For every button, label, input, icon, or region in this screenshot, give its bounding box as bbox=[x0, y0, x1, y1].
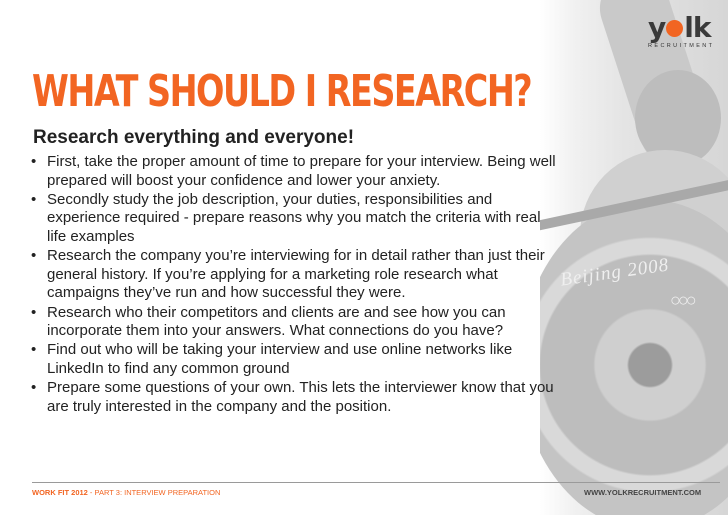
list-item-text: Research who their competitors and clients are and see how you can incorporate them into your answers. What connections do you have? bbox=[47, 303, 506, 340]
footer-brand: WORK FIT 2012 bbox=[32, 488, 88, 497]
bullet-marker: • bbox=[31, 341, 37, 359]
footer-section-label bbox=[32, 488, 220, 497]
bullet-marker: • bbox=[31, 379, 37, 397]
list-item bbox=[31, 191, 561, 247]
footer-divider bbox=[32, 482, 720, 483]
bullet-marker: • bbox=[31, 153, 37, 170]
olympic-rings-icon: ○○○ bbox=[670, 290, 694, 310]
photo-plate-text: Beijing 2008 bbox=[559, 254, 671, 291]
logo-tagline: RECRUITMENT bbox=[648, 43, 715, 49]
list-item bbox=[31, 341, 561, 378]
page-subtitle: Research everything and everyone! bbox=[33, 127, 355, 148]
list-item bbox=[31, 304, 561, 341]
list-item-text: Secondly study the job description, your duties, responsibilities and experience required - prepare reasons why you match the criteria with real life examples bbox=[47, 190, 541, 245]
list-item bbox=[31, 379, 561, 416]
bullet-marker: • bbox=[31, 303, 37, 321]
list-item bbox=[31, 247, 561, 303]
logo-wordmark: y lk bbox=[648, 11, 711, 44]
photo-weight-plate bbox=[540, 200, 728, 515]
yolk-logo bbox=[648, 11, 716, 49]
bullet-marker: • bbox=[31, 247, 37, 265]
list-item-text: Research the company you’re interviewing for in detail rather than just their general history. If you’re applying for a marketing role research what campaigns they’ve run and how successful they were. bbox=[47, 247, 545, 302]
list-item-text: First, take the proper amount of time to prepare for your interview. Being well prepared will boost your confidence and lower your anxiety. bbox=[47, 153, 556, 189]
bullet-marker: • bbox=[31, 190, 37, 208]
page-title: WHAT SHOULD I RESEARCH? bbox=[32, 66, 532, 117]
yolk-egg-icon bbox=[666, 20, 683, 37]
research-bullet-list bbox=[31, 153, 561, 417]
footer-website-link[interactable]: WWW.YOLKRECRUITMENT.COM bbox=[584, 488, 702, 497]
footer-section: - PART 3: INTERVIEW PREPARATION bbox=[87, 488, 221, 497]
list-item-text: Find out who will be taking your interview and use online networks like LinkedIn to find any common ground bbox=[47, 341, 513, 377]
list-item-text: Prepare some questions of your own. This lets the interviewer know that you are truly interested in the company and the position. bbox=[47, 379, 554, 415]
list-item bbox=[31, 153, 561, 190]
weightlifter-photo bbox=[540, 0, 728, 515]
